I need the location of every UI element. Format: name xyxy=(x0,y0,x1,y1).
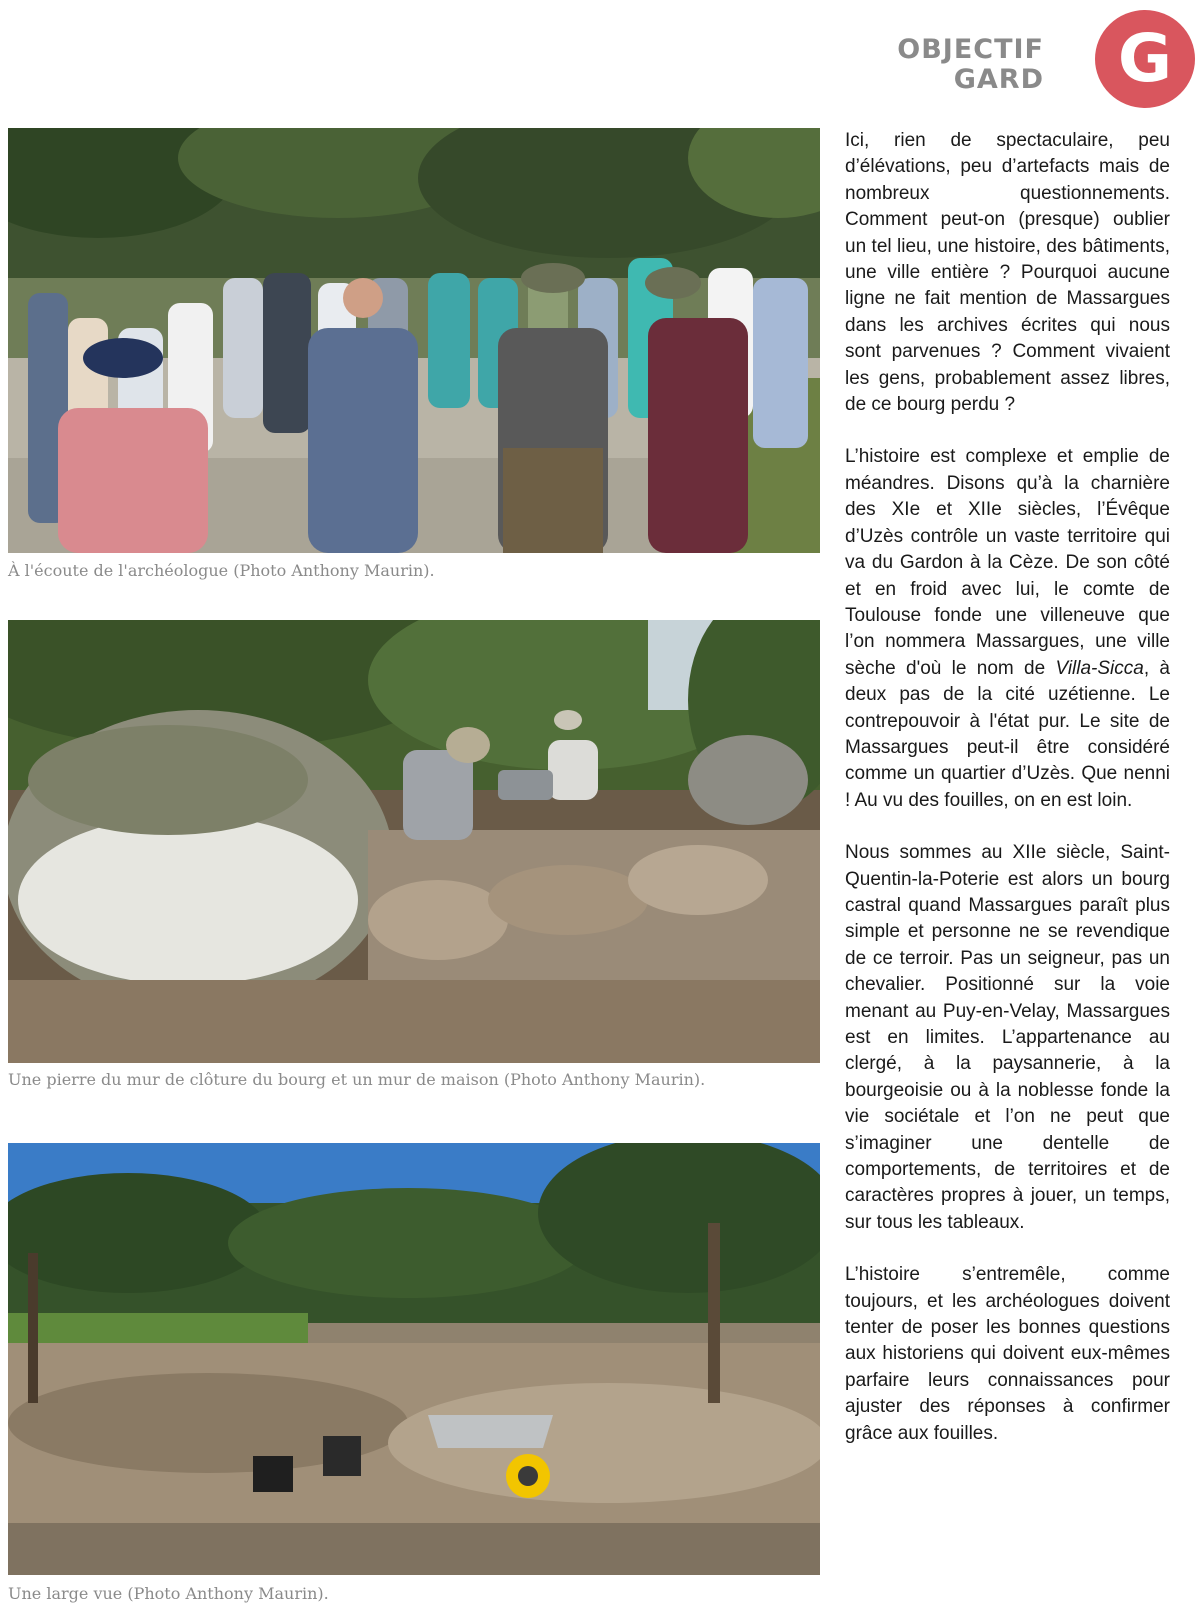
article-text: , à deux pas de la cité uzétienne. Le contrepouvoir à l'état pur. Le site de Massargues peut-il être considéré comme un quartier d’Uzès. Que nenni ! Au vu des fouilles, on en est loin. xyxy=(845,657,1171,811)
photo-caption: Une large vue (Photo Anthony Maurin). xyxy=(8,1584,329,1603)
article-paragraph: Nous sommes au XIIe siècle, Saint-Quentin-la-Poterie est alors un bourg castral quand Massargues paraît plus simple et personne ne se revendique de ce terroir. Pas un seigneur, pas un chevalier. Positionné sur la voie menant au Puy-en-Velay, Massargues est en limites. L’appartenance au clergé, à la paysannerie, à la bourgeoisie ou à la noblesse fonde la vie sociétale et l’on ne peut que s’imaginer une dentelle de comportements, de territoires et de caractères propres à jouer, un temps, sur tous les tableaux. xyxy=(845,842,1170,1233)
article-text: L’histoire est complexe et emplie de méandres. Disons qu’à la charnière des XIe et XIIe siècles, l’Évêque d’Uzès contrôle un vaste territoire qui va du Gardon à la Cèze. De son côté et en froid avec lui, le comte de Toulouse fonde une villeneuve que l’on nommera Massargues, une ville sèche d'où le nom de xyxy=(845,446,1170,679)
photo-crowd-archaeologist xyxy=(8,128,820,553)
logo-line-1: OBJECTIF xyxy=(897,34,1044,65)
objectif-gard-logo[interactable] xyxy=(897,10,1198,108)
article-paragraph: L’histoire s’entremêle, comme toujours, et les archéologues doivent tenter de poser les bonnes questions aux historiens qui doivent eux-mêmes parfaire leurs connaissances pour ajuster des réponses à confirmer grâce aux fouilles. xyxy=(845,1264,1170,1444)
article-paragraph: Ici, rien de spectaculaire, peu d’élévations, peu d’artefacts mais de nombreux questionnements. Comment peut-on (presque) oublier un tel lieu, une histoire, des bâtiments, une ville entière ? Pourquoi aucune ligne ne fait mention de Massargues dans les archives écrites qui nous sont parvenues ? Comment vivaient les gens, probablement assez libres, de ce bourg perdu ? xyxy=(845,130,1170,416)
photo-caption: Une pierre du mur de clôture du bourg et un mur de maison (Photo Anthony Maurin). xyxy=(8,1070,706,1089)
article-paragraph xyxy=(845,444,1170,814)
photo-stone-wall-image xyxy=(8,620,820,1063)
photo-caption: À l'écoute de l'archéologue (Photo Anthony Maurin). xyxy=(8,561,435,580)
logo-mark-letter: G xyxy=(1117,20,1173,97)
photo-wide-view-image xyxy=(8,1143,820,1575)
photo-crowd-image xyxy=(8,128,820,553)
logo-line-2: GARD xyxy=(953,64,1044,95)
logo-mark xyxy=(1095,10,1195,108)
article-body xyxy=(845,128,1170,1473)
article-italic-term: Villa-Sicca xyxy=(1055,657,1144,679)
photo-stone-wall xyxy=(8,620,820,1063)
photo-wide-view xyxy=(8,1143,820,1575)
